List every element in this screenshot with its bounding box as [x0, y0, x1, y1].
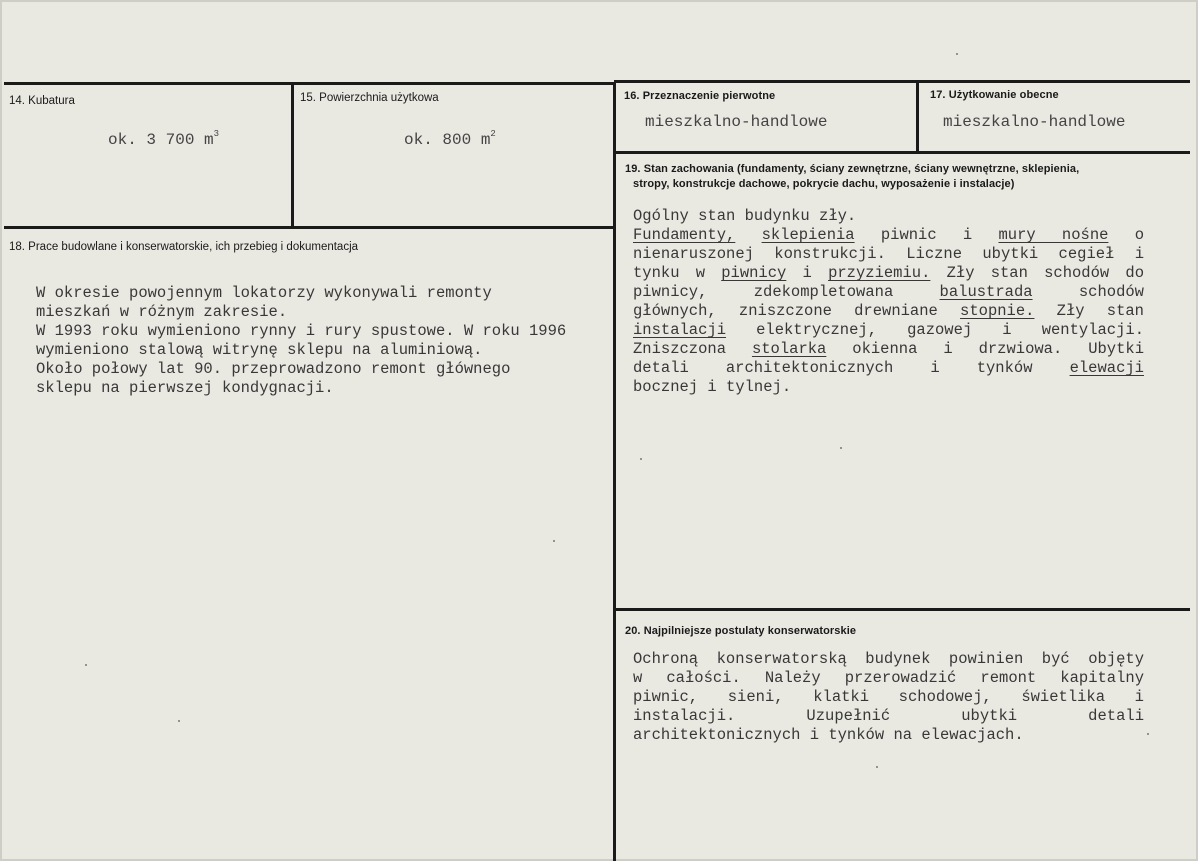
f20-line: instalacji. Uzupełnić ubytki detali — [633, 707, 1144, 725]
f20-line: w całości. Należy przerowadzić remont kapitalny — [633, 669, 1144, 687]
field-19-label-line1: 19. Stan zachowania (fundamenty, ściany zewnętrzne, ściany wewnętrzne, sklepienia, — [625, 163, 1080, 175]
scan-speck — [956, 53, 958, 55]
f18-line: W 1993 roku wymieniono rynny i rury spustowe. W roku 1996 — [36, 322, 567, 340]
field-14-value: ok. 3 700 $m^3$ — [108, 129, 220, 149]
field-14-label: 14. Kubatura — [9, 95, 75, 107]
field-19-label-line2: stropy, konstrukcje dachowe, pokrycie dachu, wyposażenie i instalacje) — [633, 178, 1015, 190]
scan-speck — [840, 447, 842, 449]
divider-14-15 — [291, 84, 294, 228]
divider-16-17 — [916, 82, 919, 153]
f19-line: piwnicy, zdekompletowana balustrada schodów — [633, 283, 1144, 301]
rule-below-14-15 — [4, 226, 616, 229]
field-17-value: mieszkalno-handlowe — [943, 113, 1126, 131]
f19-line: instalacji elektrycznej, gazowej i wentylacji. — [633, 321, 1144, 339]
f20-line: Ochroną konserwatorską budynek powinien być objęty — [633, 650, 1144, 668]
scan-speck — [553, 540, 555, 542]
field-19-text — [633, 207, 1144, 397]
top-rule-right — [614, 80, 1190, 83]
field-20-text — [633, 650, 1144, 745]
scan-speck — [876, 766, 878, 768]
f19-line: Ogólny stan budynku zły. — [633, 207, 857, 225]
f18-line: sklepu na pierwszej kondygnacji. — [36, 379, 334, 397]
scan-speck — [85, 664, 87, 666]
field-15-value: ok. 800 $m^2$ — [404, 129, 496, 149]
field-17-label: 17. Użytkowanie obecne — [930, 89, 1059, 101]
f18-line: Około połowy lat 90. przeprowadzono remont głównego — [36, 360, 511, 378]
f19-line: nienaruszonej konstrukcji. Liczne ubytki cegieł i — [633, 245, 1144, 263]
f19-line: detali architektonicznych i tynków elewacji — [633, 359, 1144, 377]
field-18-label: 18. Prace budowlane i konserwatorskie, ich przebieg i dokumentacja — [9, 241, 359, 253]
f20-line: architektonicznych i tynków na elewacjach. — [633, 726, 1024, 744]
top-rule-left — [4, 82, 614, 85]
field-15-label: 15. Powierzchnia użytkowa — [300, 92, 439, 104]
f19-line: Fundamenty, sklepienia piwnic i mury nośne o — [633, 226, 1144, 244]
field-20-label: 20. Najpilniejsze postulaty konserwatorskie — [625, 625, 857, 637]
scan-speck — [1147, 733, 1149, 735]
field-16-value: mieszkalno-handlowe — [645, 113, 828, 131]
rule-above-20 — [616, 608, 1190, 611]
f19-line: głównych, zniszczone drewniane stopnie. Zły stan — [633, 302, 1144, 320]
scan-speck — [178, 720, 180, 722]
rule-below-16-17 — [614, 151, 1190, 154]
f19-line: bocznej i tylnej. — [633, 378, 792, 396]
scan-speck — [640, 458, 642, 460]
f18-line: mieszkań w różnym zakresie. — [36, 303, 288, 321]
f19-line: tynku w piwnicy i przyziemiu. Zły stan schodów do — [633, 264, 1144, 282]
field-19-label — [625, 162, 1185, 192]
field-18-text — [36, 284, 611, 404]
divider-main — [613, 82, 616, 861]
f18-line: W okresie powojennym lokatorzy wykonywali remonty — [36, 284, 492, 302]
f20-line: piwnic, sieni, klatki schodowej, świetlika i — [633, 688, 1144, 706]
f19-line: Zniszczona stolarka okienna i drzwiowa. Ubytki — [633, 340, 1144, 358]
field-16-label: 16. Przeznaczenie pierwotne — [624, 90, 776, 102]
f18-line: wymieniono stalową witrynę sklepu na aluminiową. — [36, 341, 483, 359]
